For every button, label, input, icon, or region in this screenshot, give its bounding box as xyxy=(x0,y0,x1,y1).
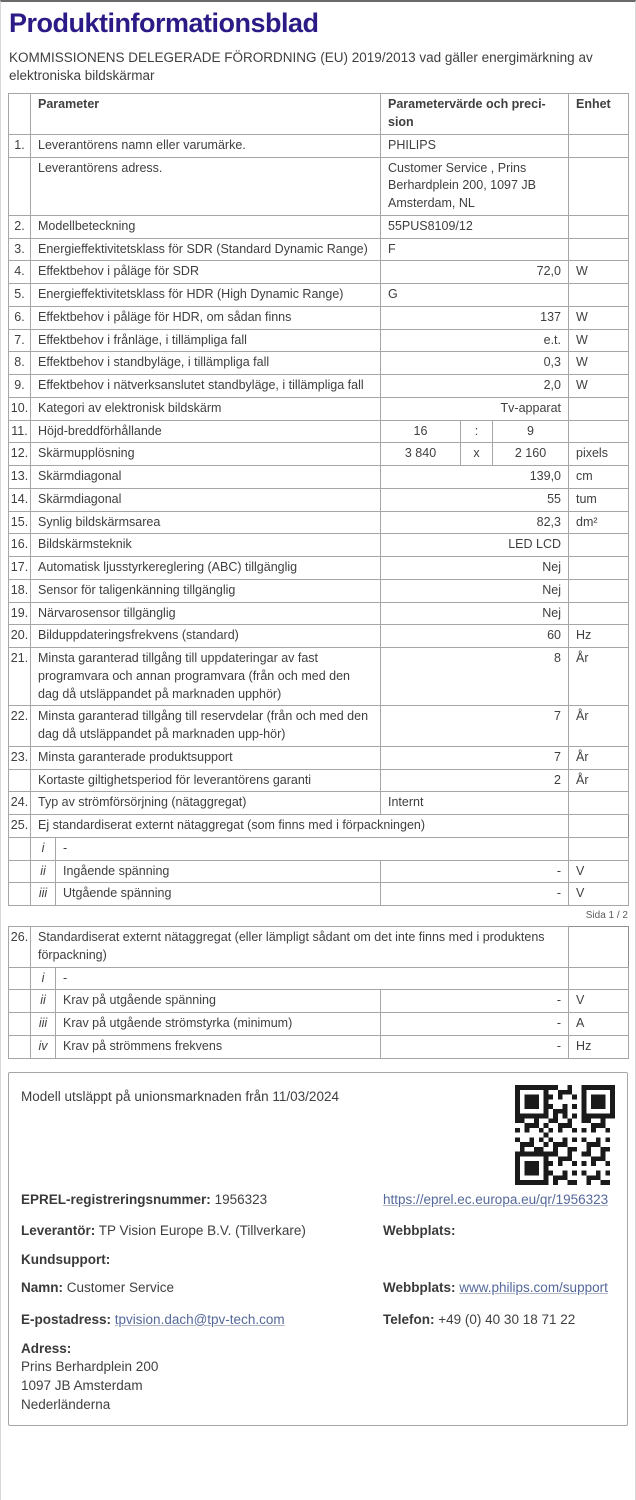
continuation-table xyxy=(8,926,629,1059)
unit-cell xyxy=(569,837,629,860)
table-row xyxy=(9,557,629,580)
website-label: Webbplats: xyxy=(383,1223,456,1239)
parameter-cell: Skärmupplösning xyxy=(31,443,381,466)
parameter-cell: Minsta garanterade produktsupport xyxy=(31,746,381,769)
address-label: Adress: xyxy=(21,1340,72,1356)
table-row xyxy=(9,815,629,838)
parameter-cell: Bildskärmsteknik xyxy=(31,534,381,557)
table-row xyxy=(9,284,629,307)
page-title: Produktinformationsblad xyxy=(9,8,319,38)
table-row xyxy=(9,625,629,648)
row-number-cell: 9. xyxy=(9,375,31,398)
regulation-subtitle: KOMMISSIONENS DELEGERADE FÖRORDNING (EU) 2019/2013 vad gäller energimärkning av elektroniska bildskärmar xyxy=(9,50,593,84)
address-line: Prins Berhardplein 200 xyxy=(21,1359,159,1375)
row-number-cell: 11. xyxy=(9,420,31,443)
table-row xyxy=(9,769,629,792)
unit-cell: dm² xyxy=(569,511,629,534)
section-label-cell: Standardiserat externt nätaggregat (eller lämpligt sådant om det inte finns med i produktens förpackning) xyxy=(31,927,569,968)
value-cell: - xyxy=(381,1013,569,1036)
sub-index-cell: i xyxy=(31,837,56,860)
row-number-cell: 7. xyxy=(9,329,31,352)
header-number-cell xyxy=(9,94,31,135)
value-cell: - xyxy=(381,1035,569,1058)
value-cell: 139,0 xyxy=(381,466,569,489)
table-row xyxy=(9,602,629,625)
value-part-cell: 16 xyxy=(381,420,461,443)
parameter-cell: Effektbehov i påläge för HDR, om sådan finns xyxy=(31,306,381,329)
unit-cell: W xyxy=(569,306,629,329)
parameter-cell: Effektbehov i standbyläge, i tillämpliga fall xyxy=(31,352,381,375)
value-cell: 137 xyxy=(381,306,569,329)
unit-cell: Hz xyxy=(569,625,629,648)
value-cell: Tv-apparat xyxy=(381,397,569,420)
header-value-cell: Parametervärde och preci-sion xyxy=(381,94,569,135)
row-number-cell xyxy=(9,769,31,792)
value-cell: 82,3 xyxy=(381,511,569,534)
unit-cell: V xyxy=(569,883,629,906)
parameter-cell: Energieffektivitetsklass för HDR (High Dynamic Range) xyxy=(31,284,381,307)
table-row xyxy=(9,215,629,238)
table-row xyxy=(9,511,629,534)
address-block xyxy=(21,1339,615,1415)
sub-index-cell: iv xyxy=(31,1035,56,1058)
row-number-cell: 22. xyxy=(9,706,31,747)
supplier-name: TP Vision Europe B.V. (Tillverkare) xyxy=(98,1223,306,1239)
unit-cell: pixels xyxy=(569,443,629,466)
value-cell: - xyxy=(381,990,569,1013)
value-cell: 8 xyxy=(381,648,569,706)
value-cell: 72,0 xyxy=(381,261,569,284)
unit-cell xyxy=(569,420,629,443)
address-line: Nederländerna xyxy=(21,1396,111,1412)
row-number-cell xyxy=(9,157,31,215)
section-label-cell: Ej standardiserat externt nätaggregat (som finns med i förpackningen) xyxy=(31,815,569,838)
parameter-cell: Krav på strömmens frekvens xyxy=(56,1035,381,1058)
value-part-cell: 3 840 xyxy=(381,443,461,466)
value-cell: PHILIPS xyxy=(381,134,569,157)
value-cell: 0,3 xyxy=(381,352,569,375)
parameter-cell: Sensor för taligenkänning tillgänglig xyxy=(31,579,381,602)
unit-cell xyxy=(569,534,629,557)
value-cell: - xyxy=(381,883,569,906)
parameter-cell: Minsta garanterad tillgång till uppdateringar av fast programvara och annan programvara (från och med den dag då utsläppandet på marknaden upphör) xyxy=(31,648,381,706)
value-separator-cell: : xyxy=(461,420,493,443)
unit-cell xyxy=(569,792,629,815)
parameter-cell: Leverantörens adress. xyxy=(31,157,381,215)
row-number-cell: 13. xyxy=(9,466,31,489)
row-number-cell: 16. xyxy=(9,534,31,557)
sub-index-cell: iii xyxy=(31,1013,56,1036)
unit-cell xyxy=(569,238,629,261)
unit-cell: tum xyxy=(569,488,629,511)
unit-cell xyxy=(569,557,629,580)
row-number-cell xyxy=(9,883,31,906)
sub-index-cell: ii xyxy=(31,860,56,883)
unit-cell: År xyxy=(569,769,629,792)
parameter-cell: - xyxy=(56,967,569,990)
table-row xyxy=(9,443,629,466)
row-number-cell: 5. xyxy=(9,284,31,307)
contact-row xyxy=(21,1310,615,1330)
value-cell: Customer Service , Prins Berhardplein 200, 1097 JB Amsterdam, NL xyxy=(381,157,569,215)
value-cell: Internt xyxy=(381,792,569,815)
value-cell: e.t. xyxy=(381,329,569,352)
value-separator-cell: x xyxy=(461,443,493,466)
value-cell: F xyxy=(381,238,569,261)
supplier-label: Leverantör: xyxy=(21,1223,96,1239)
parameter-cell: Energieffektivitetsklass för SDR (Standard Dynamic Range) xyxy=(31,238,381,261)
value-part-cell: 9 xyxy=(493,420,569,443)
row-number-cell: 26. xyxy=(9,927,31,968)
unit-cell: År xyxy=(569,706,629,747)
unit-cell xyxy=(569,284,629,307)
value-cell: 7 xyxy=(381,706,569,747)
table-row xyxy=(9,990,629,1013)
parameter-cell: - xyxy=(56,837,569,860)
email-label: E-postadress: xyxy=(21,1311,112,1327)
value-cell: Nej xyxy=(381,602,569,625)
row-number-cell: 10. xyxy=(9,397,31,420)
parameter-cell: Skärmdiagonal xyxy=(31,488,381,511)
name-label: Namn: xyxy=(21,1280,64,1296)
table-row xyxy=(9,837,629,860)
parameter-cell: Automatisk ljusstyrkereglering (ABC) tillgänglig xyxy=(31,557,381,580)
eprel-number: 1956323 xyxy=(214,1191,268,1207)
unit-cell xyxy=(569,579,629,602)
supplier-row xyxy=(21,1221,615,1241)
row-number-cell: 24. xyxy=(9,792,31,815)
value-cell: 7 xyxy=(381,746,569,769)
unit-cell: År xyxy=(569,648,629,706)
email-link[interactable]: tpvision.dach@tpv-tech.com xyxy=(114,1311,285,1327)
unit-cell: W xyxy=(569,329,629,352)
row-number-cell: 25. xyxy=(9,815,31,838)
row-number-cell xyxy=(9,860,31,883)
parameter-cell: Typ av strömförsörjning (nätaggregat) xyxy=(31,792,381,815)
row-number-cell: 21. xyxy=(9,648,31,706)
parameter-cell: Effektbehov i frånläge, i tillämpliga fall xyxy=(31,329,381,352)
table-row xyxy=(9,1035,629,1058)
unit-cell: W xyxy=(569,261,629,284)
row-number-cell: 4. xyxy=(9,261,31,284)
unit-cell: Hz xyxy=(569,1035,629,1058)
parameter-cell: Höjd-breddförhållande xyxy=(31,420,381,443)
unit-cell xyxy=(569,967,629,990)
row-number-cell: 19. xyxy=(9,602,31,625)
unit-cell xyxy=(569,157,629,215)
parameter-cell: Ingående spänning xyxy=(56,860,381,883)
row-number-cell: 1. xyxy=(9,134,31,157)
table-row xyxy=(9,466,629,489)
value-cell: 55 xyxy=(381,488,569,511)
table-row xyxy=(9,706,629,747)
eprel-link[interactable]: https://eprel.ec.europa.eu/qr/1956323 xyxy=(383,1191,609,1207)
table-row xyxy=(9,352,629,375)
unit-cell: cm xyxy=(569,466,629,489)
parameter-cell: Kortaste giltighetsperiod för leverantörens garanti xyxy=(31,769,381,792)
value-cell: LED LCD xyxy=(381,534,569,557)
parameter-cell: Utgående spänning xyxy=(56,883,381,906)
sub-index-cell: iii xyxy=(31,883,56,906)
value-part-cell: 2 160 xyxy=(493,443,569,466)
table-row xyxy=(9,157,629,215)
table-row xyxy=(9,238,629,261)
table-row xyxy=(9,579,629,602)
table-row xyxy=(9,134,629,157)
value-cell: 2,0 xyxy=(381,375,569,398)
unit-cell: V xyxy=(569,990,629,1013)
support-name-row xyxy=(21,1278,615,1298)
table-row xyxy=(9,329,629,352)
eprel-row xyxy=(21,1190,615,1210)
address-line: 1097 JB Amsterdam xyxy=(21,1377,143,1393)
unit-cell: V xyxy=(569,860,629,883)
row-number-cell xyxy=(9,837,31,860)
support-row xyxy=(21,1250,615,1270)
table-row xyxy=(9,746,629,769)
unit-cell: År xyxy=(569,746,629,769)
row-number-cell xyxy=(9,1013,31,1036)
row-number-cell: 23. xyxy=(9,746,31,769)
unit-cell: W xyxy=(569,352,629,375)
value-cell: Nej xyxy=(381,557,569,580)
row-number-cell: 17. xyxy=(9,557,31,580)
sub-index-cell: i xyxy=(31,967,56,990)
customer-support-label: Kundsupport: xyxy=(21,1251,111,1267)
parameter-cell: Modellbeteckning xyxy=(31,215,381,238)
support-website-link[interactable]: www.philips.com/support xyxy=(459,1280,608,1296)
table-row xyxy=(9,261,629,284)
value-cell: Nej xyxy=(381,579,569,602)
row-number-cell: 12. xyxy=(9,443,31,466)
header-unit-cell: Enhet xyxy=(569,94,629,135)
row-number-cell: 3. xyxy=(9,238,31,261)
eprel-label: EPREL-registreringsnummer: xyxy=(21,1191,211,1207)
table-row xyxy=(9,534,629,557)
table-row xyxy=(9,306,629,329)
phone-label: Telefon: xyxy=(383,1311,435,1327)
parameter-cell: Skärmdiagonal xyxy=(31,466,381,489)
parameter-cell: Effektbehov i nätverksanslutet standbyläge, i tillämpliga fall xyxy=(31,375,381,398)
table-row xyxy=(9,1013,629,1036)
value-cell: 60 xyxy=(381,625,569,648)
value-cell: 55PUS8109/12 xyxy=(381,215,569,238)
row-number-cell: 14. xyxy=(9,488,31,511)
page-indicator: Sida 1 / 2 xyxy=(585,910,628,922)
parameter-cell: Bilduppdateringsfrekvens (standard) xyxy=(31,625,381,648)
phone-number: +49 (0) 40 30 18 71 22 xyxy=(438,1311,576,1327)
row-number-cell: 2. xyxy=(9,215,31,238)
value-cell: G xyxy=(381,284,569,307)
unit-cell xyxy=(569,215,629,238)
parameter-cell: Leverantörens namn eller varumärke. xyxy=(31,134,381,157)
row-number-cell xyxy=(9,990,31,1013)
table-header-row xyxy=(9,94,629,135)
row-number-cell: 18. xyxy=(9,579,31,602)
parameter-cell: Krav på utgående strömstyrka (minimum) xyxy=(56,1013,381,1036)
table-row xyxy=(9,860,629,883)
table-row xyxy=(9,397,629,420)
unit-cell xyxy=(569,602,629,625)
unit-cell xyxy=(569,397,629,420)
support-name: Customer Service xyxy=(66,1280,175,1296)
website-label: Webbplats: xyxy=(383,1280,456,1296)
row-number-cell xyxy=(9,967,31,990)
unit-cell: A xyxy=(569,1013,629,1036)
table-row xyxy=(9,967,629,990)
table-row xyxy=(9,488,629,511)
table-row xyxy=(9,420,629,443)
table-row xyxy=(9,927,629,968)
parameter-cell: Närvarosensor tillgänglig xyxy=(31,602,381,625)
value-cell: 2 xyxy=(381,769,569,792)
table-row xyxy=(9,883,629,906)
parameter-cell: Synlig bildskärmsarea xyxy=(31,511,381,534)
product-parameters-table xyxy=(8,93,629,906)
parameter-cell: Effektbehov i påläge för SDR xyxy=(31,261,381,284)
table-row xyxy=(9,375,629,398)
parameter-cell: Minsta garanterad tillgång till reservdelar (från och med den dag då utsläppandet på marknaden upp-hör) xyxy=(31,706,381,747)
qr-code xyxy=(515,1085,615,1185)
footer-box xyxy=(8,1072,628,1426)
row-number-cell: 8. xyxy=(9,352,31,375)
row-number-cell: 20. xyxy=(9,625,31,648)
market-release-line: Modell utsläppt på unionsmarknaden från 11/03/2024 xyxy=(21,1088,339,1104)
row-number-cell: 15. xyxy=(9,511,31,534)
table-row xyxy=(9,792,629,815)
unit-cell: W xyxy=(569,375,629,398)
parameter-cell: Kategori av elektronisk bildskärm xyxy=(31,397,381,420)
row-number-cell: 6. xyxy=(9,306,31,329)
row-number-cell xyxy=(9,1035,31,1058)
value-cell: - xyxy=(381,860,569,883)
sub-index-cell: ii xyxy=(31,990,56,1013)
parameter-cell: Krav på utgående spänning xyxy=(56,990,381,1013)
header-parameter-cell: Parameter xyxy=(31,94,381,135)
table-row xyxy=(9,648,629,706)
unit-cell xyxy=(569,134,629,157)
